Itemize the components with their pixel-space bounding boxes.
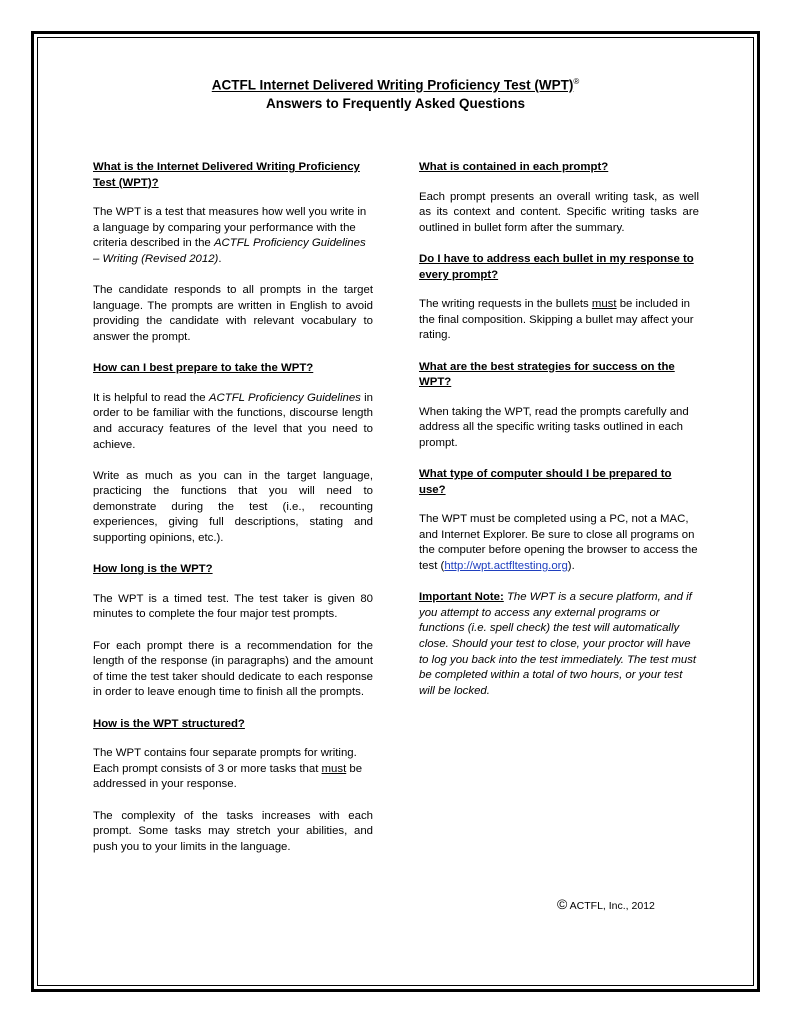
answer-what-is-wpt-p2: The candidate responds to all prompts in the target language. The prompts are written in English to avoid providing the candidate with relevant vocabulary to answer the prompt. xyxy=(93,284,373,343)
answer-what-is-wpt-p1: The WPT is a test that measures how well you write in a language by comparing your performance with the criteria described in the ACTFL Proficiency Guidelines – Writing (Revised 2012). xyxy=(93,206,367,265)
answer-how-structured-p1: The WPT contains four separate prompts for writing. Each prompt consists of 3 or more tasks that must be addressed in your response. xyxy=(93,747,363,791)
question-best-strategies: What are the best strategies for success on the WPT? xyxy=(419,360,675,389)
question-how-long: How long is the WPT? xyxy=(93,563,213,576)
answer-prompt-contents-p1: Each prompt presents an overall writing task, as well as its context and content. Specific writing tasks are outlined in bullet form after the summary. xyxy=(419,190,699,234)
copyright-icon: © xyxy=(557,896,568,912)
answer-how-prepare-p1: It is helpful to read the ACTFL Proficiency Guidelines in order to be familiar with the functions, discourse length and accuracy features of the level that you need to achieve. xyxy=(93,391,373,451)
copyright-text: ACTFL, Inc., 2012 xyxy=(567,900,655,912)
copyright-notice xyxy=(557,896,655,912)
question-prompt-contents: What is contained in each prompt? xyxy=(419,161,609,173)
title-line1: ACTFL Internet Delivered Writing Proficiency Test (WPT) xyxy=(211,77,574,93)
answer-how-long-p1: The WPT is a timed test. The test taker is given 80 minutes to complete the four major test prompts. xyxy=(93,592,373,621)
answer-how-structured-p2: The complexity of the tasks increases with each prompt. Some tasks may stretch your abilities, and push you to your limits in the language. xyxy=(93,809,373,853)
registered-mark: ® xyxy=(573,77,580,86)
question-address-bullets: Do I have to address each bullet in my response to every prompt? xyxy=(419,252,694,281)
wpt-test-link[interactable]: http://wpt.actfltesting.org xyxy=(444,560,568,573)
question-how-prepare: How can I best prepare to take the WPT? xyxy=(93,362,314,375)
answer-best-strategies-p1: When taking the WPT, read the prompts carefully and address all the specific writing tasks outlined in each prompt. xyxy=(419,405,689,449)
answer-address-bullets-p1: The writing requests in the bullets must be included in the final composition. Skipping a bullet may affect your rating. xyxy=(419,298,694,342)
answer-how-prepare-p2: Write as much as you can in the target language, practicing the functions that you will need to demonstrate during the test (i.e., recounting experiences, giving full descriptions, stating and supporting opinions, etc.). xyxy=(93,469,373,545)
important-note-text: The WPT is a secure platform, and if you attempt to access any external programs or functions (i.e. spell check) the test will automatically close. Should your test to close, your proctor will have to log you back into the test immediately. The test must be completed within a total of two hours, or your test will be locked. xyxy=(419,591,697,697)
answer-how-long-p2: For each prompt there is a recommendation for the length of the response (in paragraphs) and the amount of time the test taker should dedicate to each response in order to leave enough time to finish all the prompts. xyxy=(93,639,373,699)
right-column xyxy=(419,160,699,699)
left-column xyxy=(93,160,373,855)
question-computer-type: What type of computer should I be prepared to use? xyxy=(419,468,672,496)
important-note-label: Important Note: xyxy=(419,591,504,604)
question-how-structured: How is the WPT structured? xyxy=(93,717,245,730)
important-note xyxy=(419,590,699,699)
document-subtitle: Answers to Frequently Asked Questions xyxy=(265,96,526,111)
question-what-is-wpt: What is the Internet Delivered Writing Proficiency Test (WPT)? xyxy=(93,161,360,189)
answer-computer-type-p1: The WPT must be completed using a PC, not a MAC, and Internet Explorer. Be sure to close all programs on the computer before opening the browser to access the test (http://wpt.actfltesting.org). xyxy=(419,513,698,573)
document-title xyxy=(0,77,791,93)
